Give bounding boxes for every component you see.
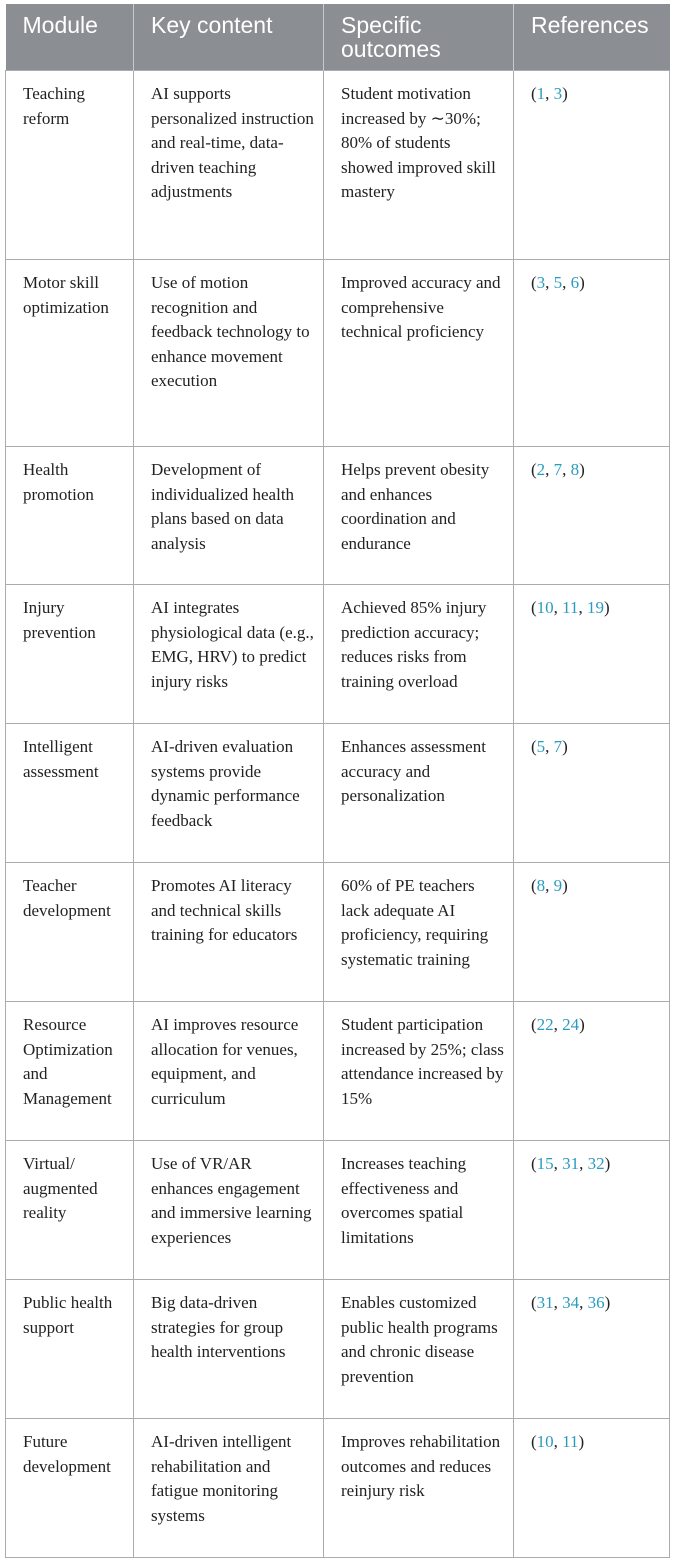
outcomes-cell: Improved accuracy and comprehensive technical proficiency [324, 260, 514, 447]
modules-table [5, 4, 670, 1558]
reference-link[interactable]: 9 [553, 876, 563, 895]
module-cell: Resource Optimization and Management [6, 1002, 134, 1141]
references-cell: (31, 34, 36) [514, 1280, 670, 1419]
module-cell: Intelligent assessment [6, 724, 134, 863]
table-header [6, 4, 670, 71]
module-cell: Virtual/ augmented reality [6, 1141, 134, 1280]
references-cell: (10, 11) [514, 1419, 670, 1558]
reference-link[interactable]: 24 [562, 1015, 580, 1034]
key-content-cell: AI supports personalized instruction and real-time, data-driven teaching adjustments [134, 71, 324, 260]
outcomes-cell: Enhances assessment accuracy and personalization [324, 724, 514, 863]
key-content-cell: AI-driven intelligent rehabilitation and fatigue monitoring systems [134, 1419, 324, 1558]
reference-link[interactable]: 1 [536, 84, 546, 103]
table-row [6, 260, 670, 447]
module-cell: Motor skill optimization [6, 260, 134, 447]
key-content-cell: AI-driven evaluation systems provide dynamic performance feedback [134, 724, 324, 863]
reference-link[interactable]: 11 [562, 1432, 579, 1451]
references-cell: (10, 11, 19) [514, 585, 670, 724]
module-cell: Injury prevention [6, 585, 134, 724]
reference-link[interactable]: 5 [536, 737, 546, 756]
table-row [6, 863, 670, 1002]
reference-link[interactable]: 6 [570, 273, 580, 292]
reference-link[interactable]: 10 [536, 1432, 554, 1451]
table-row [6, 1141, 670, 1280]
reference-link[interactable]: 7 [553, 737, 563, 756]
table-row [6, 1280, 670, 1419]
key-content-cell: AI integrates physiological data (e.g., EMG, HRV) to predict injury risks [134, 585, 324, 724]
key-content-cell: Big data-driven strategies for group health interventions [134, 1280, 324, 1419]
reference-link[interactable]: 34 [562, 1293, 580, 1312]
reference-link[interactable]: 11 [562, 598, 579, 617]
reference-link[interactable]: 5 [553, 273, 563, 292]
module-cell: Teaching reform [6, 71, 134, 260]
key-content-cell: Promotes AI literacy and technical skills training for educators [134, 863, 324, 1002]
references-cell: (15, 31, 32) [514, 1141, 670, 1280]
table-row [6, 1419, 670, 1558]
header-specific-outcomes: Specific outcomes [324, 4, 514, 71]
module-cell: Future development [6, 1419, 134, 1558]
module-cell: Teacher development [6, 863, 134, 1002]
outcomes-cell: Achieved 85% injury prediction accuracy; reduces risks from training overload [324, 585, 514, 724]
reference-link[interactable]: 8 [536, 876, 546, 895]
reference-link[interactable]: 22 [536, 1015, 554, 1034]
key-content-cell: AI improves resource allocation for venues, equipment, and curriculum [134, 1002, 324, 1141]
table-row [6, 1002, 670, 1141]
reference-link[interactable]: 3 [536, 273, 546, 292]
header-row [6, 4, 670, 71]
table-body [6, 71, 670, 1558]
key-content-cell: Development of individualized health plans based on data analysis [134, 447, 324, 585]
reference-link[interactable]: 32 [587, 1154, 605, 1173]
outcomes-cell: Increases teaching effectiveness and overcomes spatial limitations [324, 1141, 514, 1280]
reference-link[interactable]: 2 [536, 460, 546, 479]
references-cell: (8, 9) [514, 863, 670, 1002]
module-cell: Health promotion [6, 447, 134, 585]
reference-link[interactable]: 31 [562, 1154, 580, 1173]
references-cell: (3, 5, 6) [514, 260, 670, 447]
outcomes-cell: 60% of PE teachers lack adequate AI proficiency, requiring systematic training [324, 863, 514, 1002]
references-cell: (1, 3) [514, 71, 670, 260]
header-module: Module [6, 4, 134, 71]
outcomes-cell: Improves rehabilitation outcomes and reduces reinjury risk [324, 1419, 514, 1558]
references-cell: (22, 24) [514, 1002, 670, 1141]
reference-link[interactable]: 10 [536, 598, 554, 617]
reference-link[interactable]: 8 [570, 460, 580, 479]
reference-link[interactable]: 19 [587, 598, 605, 617]
table-row [6, 724, 670, 863]
table-row [6, 585, 670, 724]
outcomes-cell: Student motivation increased by ∼30%; 80% of students showed improved skill mastery [324, 71, 514, 260]
reference-link[interactable]: 31 [536, 1293, 554, 1312]
header-key-content: Key content [134, 4, 324, 71]
reference-link[interactable]: 36 [587, 1293, 605, 1312]
table-row [6, 447, 670, 585]
reference-link[interactable]: 15 [536, 1154, 554, 1173]
reference-link[interactable]: 7 [553, 460, 563, 479]
key-content-cell: Use of motion recognition and feedback technology to enhance movement execution [134, 260, 324, 447]
key-content-cell: Use of VR/AR enhances engagement and immersive learning experiences [134, 1141, 324, 1280]
table-row [6, 71, 670, 260]
outcomes-cell: Enables customized public health programs and chronic disease prevention [324, 1280, 514, 1419]
references-cell: (2, 7, 8) [514, 447, 670, 585]
outcomes-cell: Helps prevent obesity and enhances coordination and endurance [324, 447, 514, 585]
module-cell: Public health support [6, 1280, 134, 1419]
references-cell: (5, 7) [514, 724, 670, 863]
reference-link[interactable]: 3 [553, 84, 563, 103]
outcomes-cell: Student participation increased by 25%; class attendance increased by 15% [324, 1002, 514, 1141]
header-references: References [514, 4, 670, 71]
